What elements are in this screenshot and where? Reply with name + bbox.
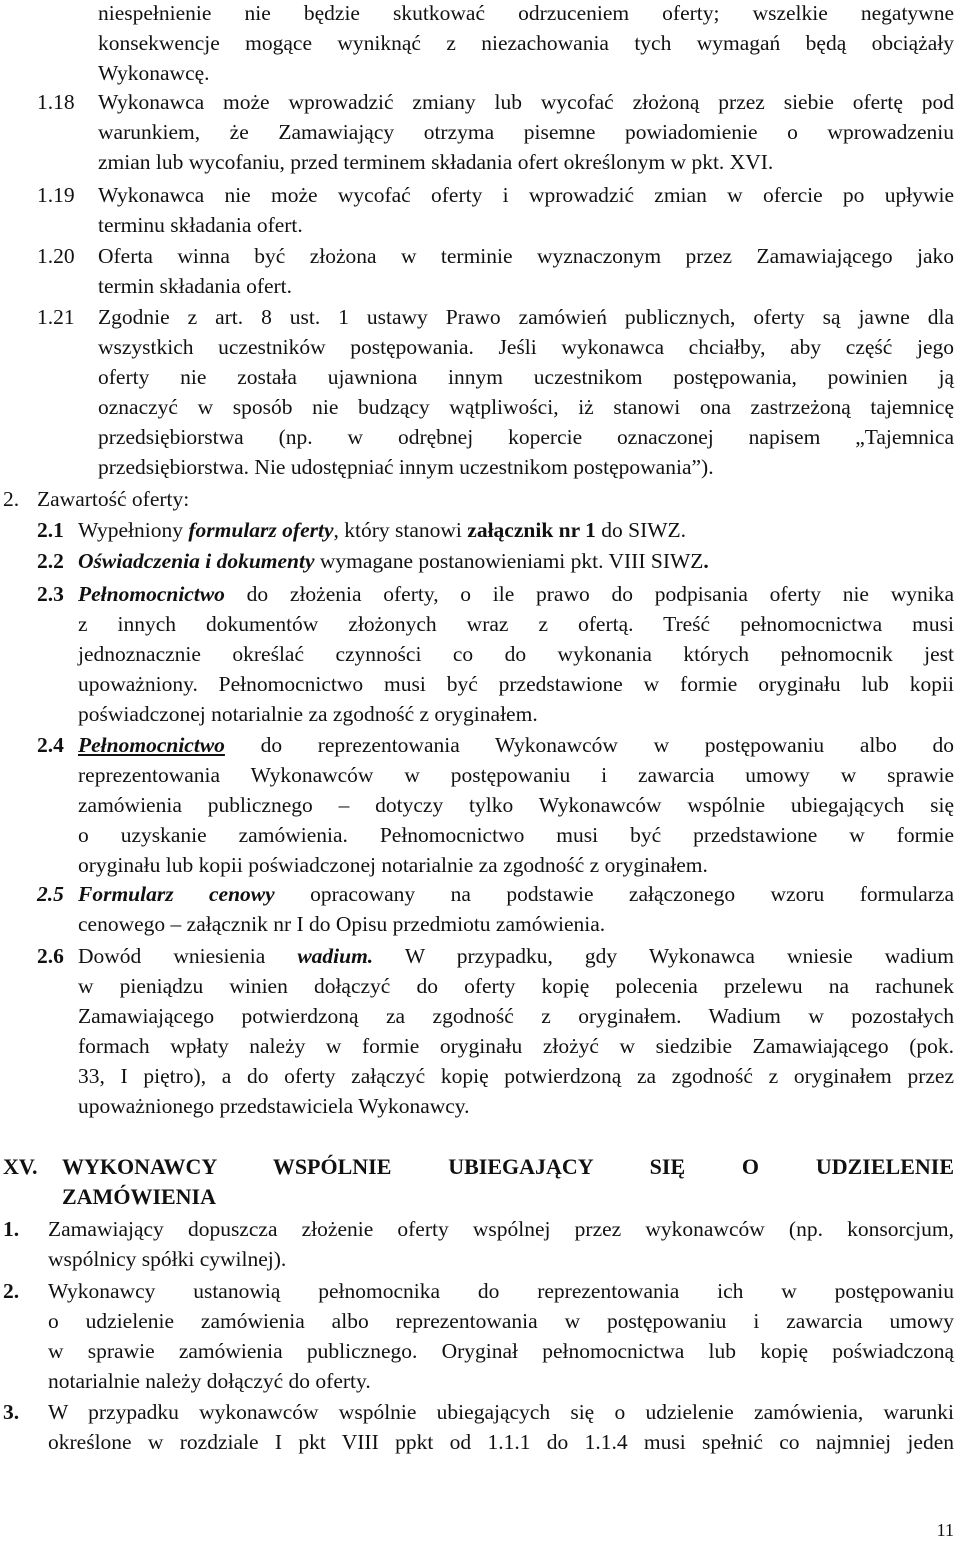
item-2-3 <box>78 579 954 729</box>
text-line: zamówienia publicznego – dotyczy tylko Wykonawców wspólnie ubiegających się <box>78 793 954 817</box>
item-2-1 <box>78 515 686 545</box>
text-line <box>78 730 954 760</box>
item-number: 2.3 <box>37 582 64 606</box>
text-line: reprezentowania Wykonawców w postępowaniu i zawarcia umowy w sprawie <box>78 763 954 787</box>
text-line: Wykonawcy ustanowią pełnomocnika do reprezentowania ich w postępowaniu <box>48 1279 954 1303</box>
section-2-title: Zawartość oferty: <box>37 487 190 511</box>
section-heading <box>62 1152 954 1212</box>
item-2-6 <box>78 941 954 1121</box>
text-line: upoważniony. Pełnomocnictwo musi być przedstawione w formie oryginału lub kopii <box>78 672 954 696</box>
text-line: przedsiębiorstwa. Nie udostępniać innym uczestnikom postępowania”). <box>98 455 714 479</box>
text-line: termin składania ofert. <box>98 274 293 298</box>
text-line: określone w rozdziale I pkt VIII ppkt od 1.1.1 do 1.1.4 musi spełnić co najmniej jeden <box>48 1430 954 1454</box>
text-line: jednoznacznie określać czynności co do wykonania których pełnomocnik jest <box>78 642 954 666</box>
text-line: o udzielenie zamówienia albo reprezentowania w postępowaniu i zawarcia umowy <box>48 1309 954 1333</box>
emphasis: wadium. <box>297 944 374 968</box>
text-line: terminu składania ofert. <box>98 213 303 237</box>
text: do SIWZ. <box>595 518 687 542</box>
emphasis: Formularz cenowy <box>78 882 275 906</box>
text-line: Wykonawcę. <box>98 61 210 85</box>
text-line: w sprawie zamówienia publicznego. Oryginał pełnomocnictwa lub kopię poświadczoną <box>48 1339 954 1363</box>
emphasis: Pełnomocnictwo <box>78 733 225 757</box>
item-1-19 <box>98 180 954 240</box>
item-number: 2. <box>3 487 20 511</box>
text-line: Zgodnie z art. 8 ust. 1 ustawy Prawo zamówień publicznych, oferty są jawne dla <box>98 305 954 329</box>
text-line: Wykonawca może wprowadzić zmiany lub wycofać złożoną przez siebie ofertę pod <box>98 90 954 114</box>
heading-line: WYKONAWCY WSPÓLNIE UBIEGAJĄCY SIĘ O UDZIELENIE <box>62 1154 954 1179</box>
item-number: 2.4 <box>37 733 64 757</box>
text-line: o uzyskanie zamówienia. Pełnomocnictwo musi być przedstawione w formie <box>78 823 954 847</box>
text: W przypadku, gdy Wykonawca wniesie wadium <box>373 944 954 968</box>
item-2-4 <box>78 730 954 880</box>
text-line: konsekwencje mogące wyniknąć z niezachowania tych wymagań będą obciążały <box>98 31 954 55</box>
strong-text: załącznik nr 1 <box>467 518 596 542</box>
item-number: 1.20 <box>37 244 75 268</box>
text-line: cenowego – załącznik nr I do Opisu przedmiotu zamówienia. <box>78 912 606 936</box>
text-line: 33, I piętro), a do oferty załączyć kopię potwierdzoną za zgodność z oryginałem przez <box>78 1064 954 1088</box>
text-line: W przypadku wykonawców wspólnie ubiegających się o udzielenie zamówienia, warunki <box>48 1400 954 1424</box>
text-line: Zamawiający dopuszcza złożenie oferty wspólnej przez wykonawców (np. konsorcjum, <box>48 1217 954 1241</box>
item-1-21 <box>98 302 954 482</box>
emphasis: Pełnomocnictwo <box>78 582 225 606</box>
text-line <box>78 579 954 609</box>
item-number: 2.1 <box>37 518 64 542</box>
item-number: 1. <box>3 1217 20 1241</box>
text: do złożenia oferty, o ile prawo do podpisania oferty nie wynika <box>224 582 954 606</box>
text-line: zmian lub wycofaniu, przed terminem składania ofert określonym w pkt. XVI. <box>98 150 774 174</box>
text: Wypełniony <box>78 518 189 542</box>
item-number: 2.6 <box>37 944 64 968</box>
text-line: Zamawiającego potwierdzoną za zgodność z oryginałem. Wadium w pozostałych <box>78 1004 954 1028</box>
item-2-5 <box>78 879 954 939</box>
xv-item-2 <box>48 1276 954 1396</box>
text-line: formach wpłaty należy w formie oryginału złożyć w siedzibie Zamawiającego (pok. <box>78 1034 954 1058</box>
item-number: 3. <box>3 1400 20 1424</box>
text: Dowód wniesienia <box>78 944 298 968</box>
emphasis: formularz oferty <box>188 518 334 542</box>
text-line <box>78 941 954 971</box>
item-number: 2. <box>3 1279 20 1303</box>
text: opracowany na podstawie załączonego wzoru formularza <box>274 882 955 906</box>
text: do reprezentowania Wykonawców w postępowaniu albo do <box>224 733 954 757</box>
text-line: upoważnionego przedstawiciela Wykonawcy. <box>78 1094 470 1118</box>
item-2-2 <box>78 546 709 576</box>
text: . <box>703 549 709 573</box>
item-number: 1.19 <box>37 183 75 207</box>
text-line: przedsiębiorstwa (np. w odrębnej kopercie oznaczonej napisem „Tajemnica <box>98 425 954 449</box>
text-line: oznaczyć w sposób nie budzący wątpliwości, iż stanowi ona zastrzeżoną tajemnicę <box>98 395 954 419</box>
item-1-18 <box>98 87 954 177</box>
text-line: z innych dokumentów złożonych wraz z ofertą. Treść pełnomocnictwa musi <box>78 612 954 636</box>
text-line: niespełnienie nie będzie skutkować odrzuceniem oferty; wszelkie negatywne <box>98 1 954 25</box>
text-line: oryginału lub kopii poświadczonej notarialnie za zgodność z oryginałem. <box>78 853 708 877</box>
intro-paragraph <box>98 0 954 88</box>
xv-item-1 <box>48 1214 954 1274</box>
text-line: w pieniądzu winien dołączyć do oferty kopię polecenia przelewu na rachunek <box>78 974 954 998</box>
text-line: Oferta winna być złożona w terminie wyznaczonym przez Zamawiającego jako <box>98 244 954 268</box>
text-line: Wykonawca nie może wycofać oferty i wprowadzić zmian w ofercie po upływie <box>98 183 954 207</box>
text-line <box>78 879 954 909</box>
page-number: 11 <box>936 1520 954 1540</box>
text-line: notarialnie należy dołączyć do oferty. <box>48 1369 371 1393</box>
item-number: 2.2 <box>37 549 64 573</box>
text-line: poświadczonej notarialnie za zgodność z oryginałem. <box>78 702 538 726</box>
section-number: XV. <box>3 1154 38 1179</box>
emphasis: Oświadczenia i dokumenty <box>78 549 315 573</box>
text-line: oferty nie została ujawniona innym uczestnikom postępowania, powinien ją <box>98 365 954 389</box>
xv-item-3 <box>48 1397 954 1457</box>
text-line: warunkiem, że Zamawiający otrzyma pisemne powiadomienie o wprowadzeniu <box>98 120 954 144</box>
heading-line: ZAMÓWIENIA <box>62 1184 217 1209</box>
text-line: wspólnicy spółki cywilnej). <box>48 1247 287 1271</box>
text: , który stanowi <box>333 518 468 542</box>
item-number: 1.18 <box>37 90 75 114</box>
item-number: 1.21 <box>37 305 75 329</box>
text: wymagane postanowieniami pkt. VIII SIWZ <box>314 549 704 573</box>
item-number: 2.5 <box>37 882 64 906</box>
item-1-20 <box>98 241 954 301</box>
text-line: wszystkich uczestników postępowania. Jeśli wykonawca chciałby, aby część jego <box>98 335 954 359</box>
